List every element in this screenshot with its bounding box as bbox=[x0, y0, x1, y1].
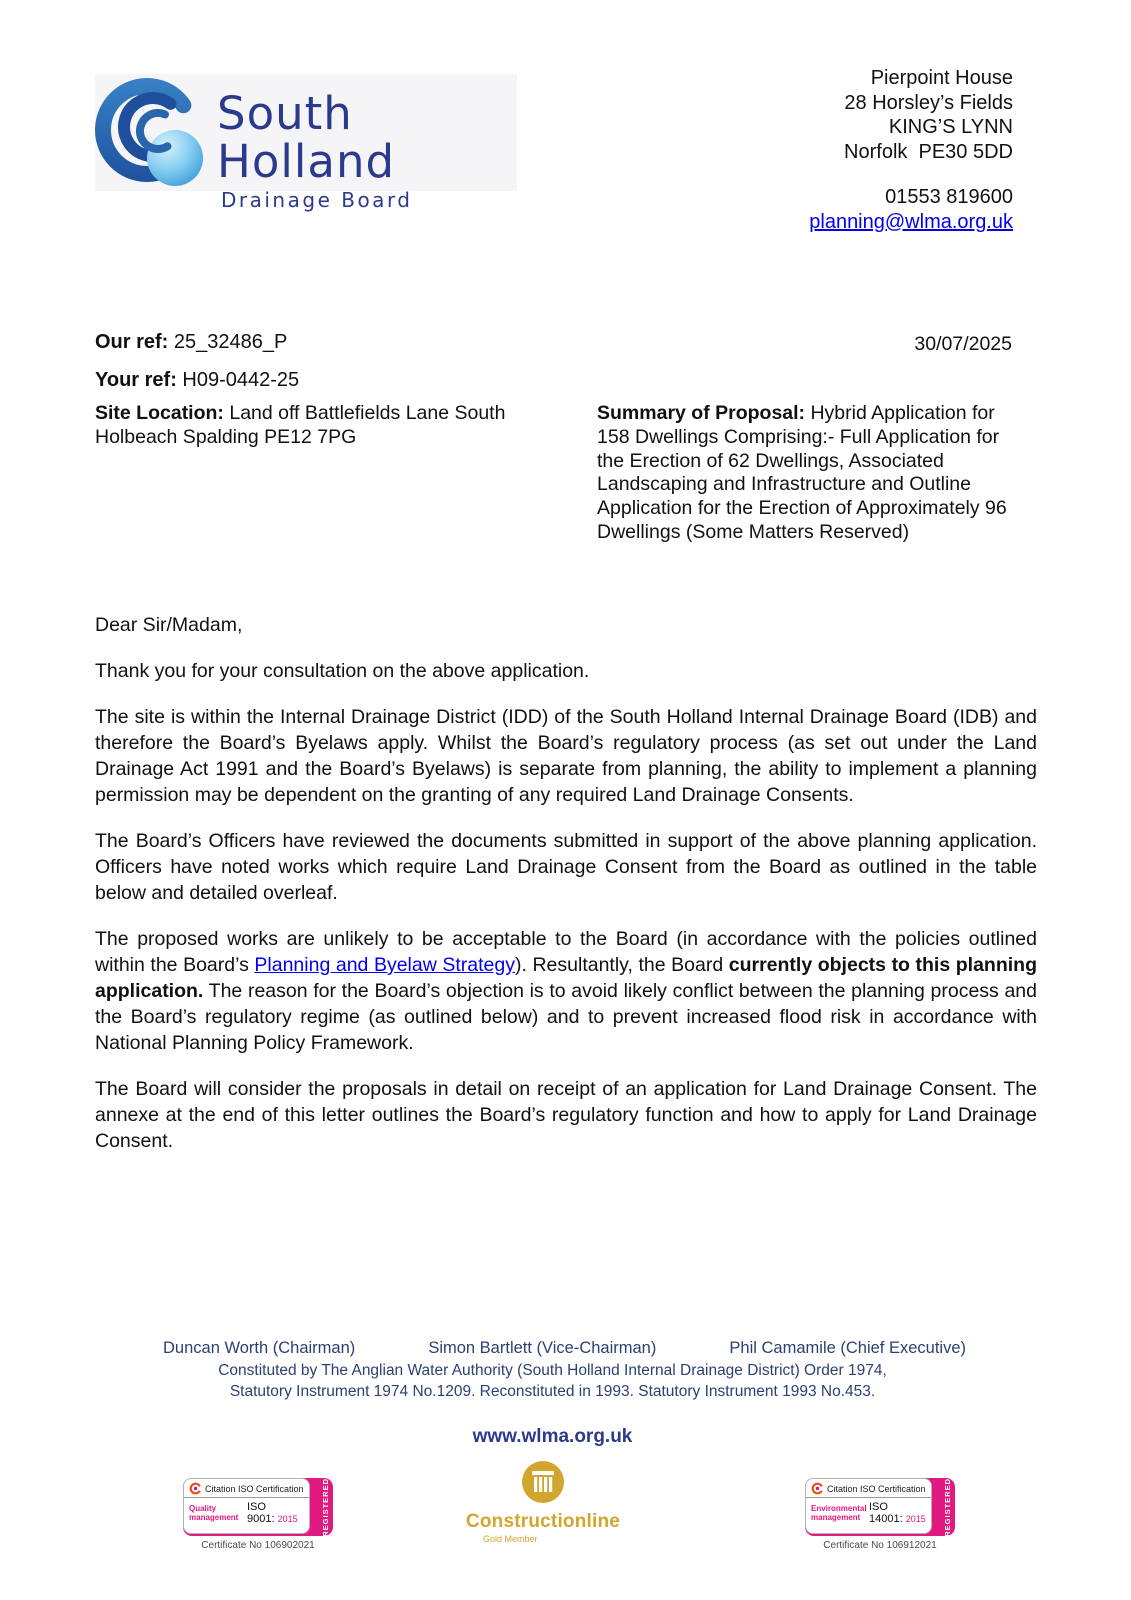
letterhead-address bbox=[809, 66, 1013, 234]
constitution-line-2: Statutory Instrument 1974 No.1209. Reconstituted in 1993. Statutory Instrument 1993 No.453. bbox=[229, 1382, 876, 1400]
constitution-text bbox=[0, 1361, 1105, 1402]
our-ref-row bbox=[95, 331, 287, 354]
constructionline-name: Constructionline bbox=[465, 1511, 621, 1532]
iso14001-certificate-number: Certificate No 106912021 bbox=[823, 1540, 937, 1551]
board-officers-row bbox=[95, 1339, 1036, 1358]
constructionline-tier: Gold Member bbox=[483, 1534, 538, 1544]
salutation: Dear Sir/Madam, bbox=[95, 614, 243, 636]
summary-label: Summary of Proposal: bbox=[597, 402, 806, 424]
website-text: www.wlma.org.uk bbox=[472, 1426, 633, 1447]
registered-tab: REGISTERED bbox=[943, 1477, 952, 1537]
phone-number: 01553 819600 bbox=[885, 186, 1013, 208]
iso-standard: ISO bbox=[869, 1501, 888, 1513]
our-ref-label: Our ref: bbox=[95, 331, 169, 353]
objection-text-after-link: ). Resultantly, the Board bbox=[515, 954, 729, 976]
scheme-line: management bbox=[811, 1513, 861, 1522]
logo-subtitle: Drainage Board bbox=[221, 188, 413, 212]
address-line: Norfolk PE30 5DD bbox=[844, 140, 1013, 163]
letter-date: 30/07/2025 bbox=[914, 333, 1012, 355]
constructionline-icon bbox=[521, 1460, 565, 1504]
our-ref-value: 25_32486_P bbox=[173, 331, 288, 353]
your-ref-value: H09-0442-25 bbox=[182, 369, 300, 391]
south-holland-logo-icon bbox=[95, 74, 215, 191]
officer-vice-chairman: Simon Bartlett (Vice-Chairman) bbox=[428, 1339, 657, 1357]
scheme-line: management bbox=[189, 1513, 239, 1522]
paragraph-officers-review: The Board’s Officers have reviewed the documents submitted in support of the above planning application. Officers have noted works which require Land Drainage Consent from the Board as outlined in the table below and detailed overleaf. bbox=[95, 830, 1037, 904]
planning-byelaw-strategy-link[interactable]: Planning and Byelaw Strategy bbox=[254, 954, 515, 976]
iso-year: 2015 bbox=[277, 1514, 298, 1524]
site-location-value: Land off Battlefields Lane South Holbeach Spalding PE12 7PG bbox=[95, 402, 506, 448]
paragraph-idd: The site is within the Internal Drainage District (IDD) of the South Holland Internal Drainage Board (IDB) and therefore the Board’s Byelaws apply. Whilst the Board’s regulatory process (as set out under the Land Drainage Act 1991 and the Board’s Byelaws) is separate from planning, the ability to implement a planning permission may be dependent on the granting of any required Land Drainage Consents. bbox=[95, 706, 1037, 806]
iso-standard: ISO bbox=[247, 1501, 266, 1513]
scheme-line: Quality bbox=[189, 1504, 217, 1513]
site-location-label: Site Location: bbox=[95, 402, 224, 424]
address-line: KING’S LYNN bbox=[888, 116, 1013, 138]
iso-code: 14001: bbox=[869, 1513, 903, 1525]
iso-code: 9001: bbox=[247, 1513, 275, 1525]
address-line: Pierpoint House bbox=[870, 67, 1013, 89]
letter-body bbox=[95, 612, 1037, 1174]
citation-logo-icon bbox=[811, 1482, 824, 1495]
paragraph-consent: The Board will consider the proposals in detail on receipt of an application for Land Drainage Consent. The annexe at the end of this letter outlines the Board’s regulatory function and how to apply for Land Drainage Consent. bbox=[95, 1078, 1037, 1152]
constructionline-logo bbox=[463, 1460, 623, 1544]
company-logo bbox=[95, 74, 517, 212]
your-ref-row bbox=[95, 369, 299, 392]
your-ref-label: Your ref: bbox=[95, 369, 177, 391]
iso-year: 2015 bbox=[905, 1514, 926, 1524]
site-location-block bbox=[95, 402, 585, 449]
paragraph-thanks: Thank you for your consultation on the above application. bbox=[95, 660, 590, 682]
constitution-line-1: Constituted by The Anglian Water Authority (South Holland Internal Drainage District) Order 1974, bbox=[218, 1362, 887, 1379]
summary-value: Hybrid Application for 158 Dwellings Comprising:- Full Application for the Erection of 62 Dwellings, Associated Landscaping and Infrastructure and Outline Application for the Erection of Approximately 96 Dwellings (Some Matters Reserved) bbox=[597, 402, 1007, 543]
objection-text-before-link: The proposed works are unlikely to be acceptable to the Board (in accordance with the policies outlined within the Board’s bbox=[95, 928, 1037, 976]
email-link[interactable]: planning@wlma.org.uk bbox=[809, 210, 1013, 233]
citation-logo-icon bbox=[189, 1482, 202, 1495]
scheme-line: Environmental bbox=[811, 1504, 867, 1513]
summary-of-proposal-block bbox=[597, 402, 1017, 545]
officer-chairman: Duncan Worth (Chairman) bbox=[163, 1339, 356, 1357]
logo-title: South Holland bbox=[217, 87, 396, 188]
objection-text-rest: The reason for the Board’s objection is to avoid likely conflict between the planning process and the Board’s regulatory regime (as outlined below) and to prevent increased flood risk in accordance with National Planning Policy Framework. bbox=[95, 980, 1037, 1054]
iso14001-badge bbox=[805, 1478, 955, 1536]
paragraph-objection bbox=[95, 926, 1037, 1056]
registered-tab: REGISTERED bbox=[321, 1477, 330, 1537]
iso9001-badge bbox=[183, 1478, 333, 1536]
iso9001-certificate-number: Certificate No 106902021 bbox=[201, 1540, 315, 1551]
address-line: 28 Horsley’s Fields bbox=[844, 91, 1013, 114]
citation-brand-text: Citation ISO Certification bbox=[827, 1483, 926, 1494]
officer-chief-executive: Phil Camamile (Chief Executive) bbox=[729, 1339, 966, 1357]
citation-brand-text: Citation ISO Certification bbox=[205, 1483, 304, 1494]
objection-bold-text: currently objects to this planning application. bbox=[95, 954, 1037, 1002]
